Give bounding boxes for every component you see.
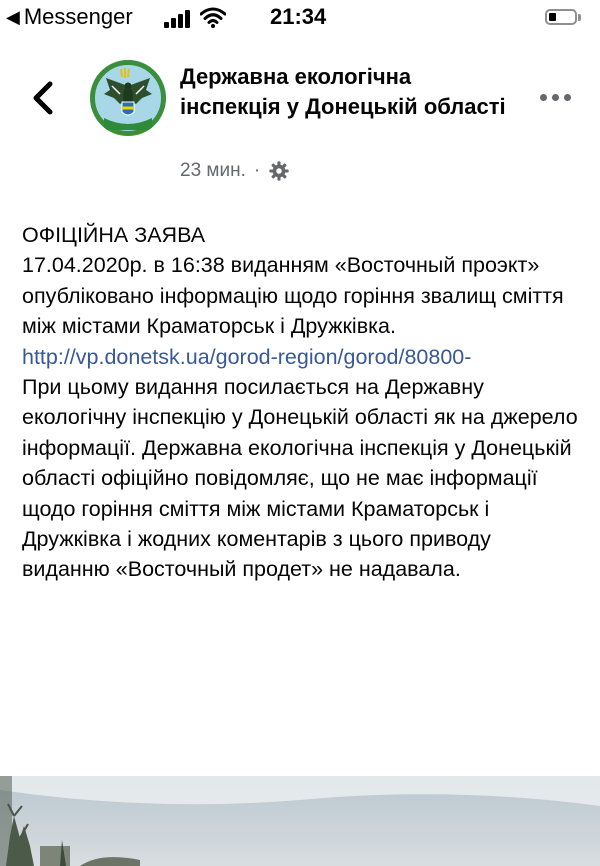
- page-name-link[interactable]: Державна екологічна інспекція у Донецькій області: [180, 64, 506, 119]
- inspection-emblem-icon: [90, 60, 166, 136]
- post-timestamp[interactable]: 23 мин.: [180, 160, 246, 181]
- more-dots-icon: [540, 94, 547, 101]
- back-to-messenger-label: Messenger: [23, 4, 133, 29]
- post-text: [22, 220, 582, 585]
- status-time: 21:34: [270, 4, 327, 29]
- post-photo[interactable]: [0, 776, 600, 866]
- back-triangle-icon: ◀: [6, 7, 20, 27]
- gear-icon: [268, 160, 290, 182]
- more-options-button[interactable]: [536, 88, 576, 108]
- post-meta: [180, 160, 290, 182]
- meta-separator: ·: [253, 160, 261, 181]
- cellular-signal-icon: [164, 10, 190, 28]
- back-chevron-icon[interactable]: [28, 80, 60, 116]
- page-avatar[interactable]: [90, 60, 166, 136]
- battery-icon: [545, 9, 583, 27]
- post-text-statement: При цьому видання посилається на Державну екологічну інспекцію у Донецькій області як на джерело інформації. Державна екологічна інспекція у Донецькій області офіційно повідомляє, що не має інформації щодо горіння сміття між містами Краматорськ і Дружківка і жодних коментарів з цього приводу виданню «Восточный продет» не надавала.: [22, 375, 578, 582]
- status-bar: [0, 0, 600, 40]
- post-paragraph: [22, 250, 582, 584]
- post-title: ОФІЦІЙНА ЗАЯВА: [22, 223, 206, 247]
- wifi-icon: [200, 6, 226, 28]
- post-text-intro: 17.04.2020р. в 16:38 виданням «Восточный проэкт» опубліковано інформацію щодо горіння звалищ сміття між містами Краматорськ і Дружківка.: [22, 253, 564, 339]
- back-to-messenger[interactable]: [6, 4, 133, 30]
- article-link[interactable]: http://vp.donetsk.ua/gorod-region/gorod/80800-: [22, 344, 472, 369]
